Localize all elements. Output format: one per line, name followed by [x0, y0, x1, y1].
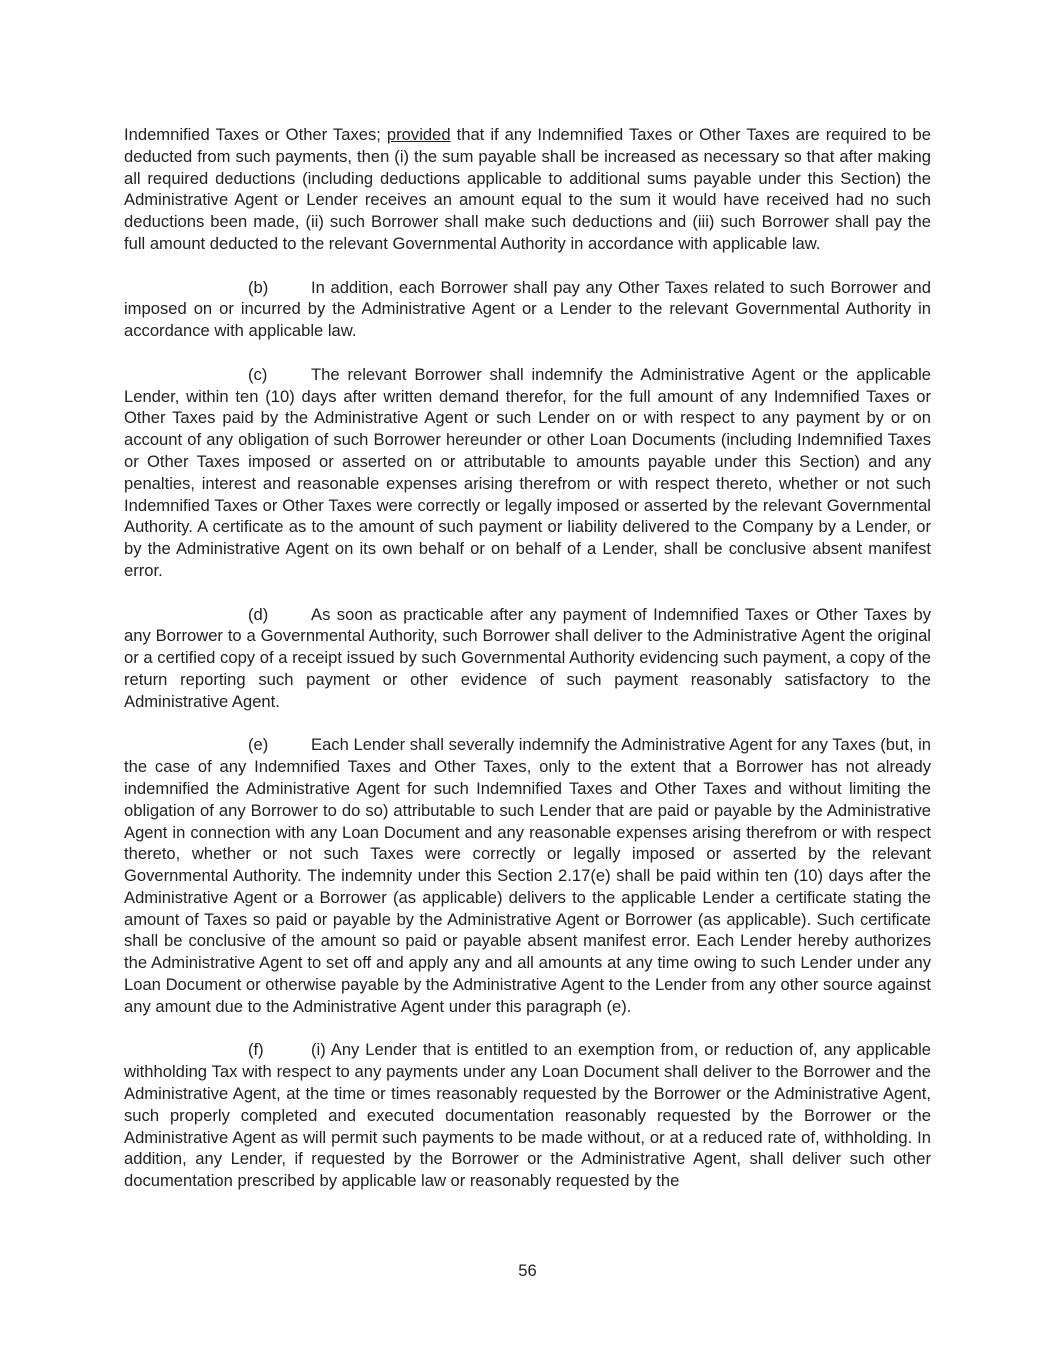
paragraph-text: Each Lender shall severally indemnify the Administrative Agent for any Taxes (but, in the case of any Indemnified Taxes and Other Taxes, only to the extent that a Borrower has not already indemnified the Administrative Agent for such Indemnified Taxes and Other Taxes and without limiting the obligation of any Borrower to do so) attributable to such Lender that are paid or payable by the Administrative Agent in connection with any Loan Document and any reasonable expenses arising therefrom or with respect thereto, whether or not such Taxes were correctly or legally imposed or asserted by the relevant Governmental Authority. The indemnity under this Section 2.17(e) shall be paid within ten (10) days after the Administrative Agent or a Borrower (as applicable) delivers to the applicable Lender a certificate stating the amount of Taxes so paid or payable by the Administrative Agent or Borrower (as applicable). Such certificate shall be conclusive of the amount so paid or payable absent manifest error. Each Lender hereby authorizes the Administrative Agent to set off and apply any and all amounts at any time owing to such Lender under any Loan Document or otherwise payable by the Administrative Agent to the Lender from any other source against any amount due to the Administrative Agent under this paragraph (e). — [124, 735, 931, 1016]
paragraph-text: As soon as practicable after any payment of Indemnified Taxes or Other Taxes by any Borrower to a Governmental Authority, such Borrower shall deliver to the Administrative Agent the original or a certified copy of a receipt issued by such Governmental Authority evidencing such payment, a copy of the return reporting such payment or other evidence of such payment reasonably satisfactory to the Administrative Agent. — [124, 604, 931, 711]
intro-paragraph — [124, 124, 931, 255]
paragraph-f — [124, 1039, 931, 1192]
paragraph-c — [124, 364, 931, 582]
intro-text-start: Indemnified Taxes or Other Taxes; — [124, 125, 387, 144]
paragraph-text: In addition, each Borrower shall pay any Other Taxes related to such Borrower and imposed on or incurred by the Administrative Agent or a Lender to the relevant Governmental Authority in accordance with applicable law. — [124, 277, 931, 341]
provided-term: provided — [386, 125, 451, 144]
document-body — [124, 124, 931, 1192]
paragraph-marker: (e) — [248, 735, 269, 755]
paragraph-d — [124, 604, 931, 713]
paragraph-b — [124, 277, 931, 342]
paragraph-marker: (b) — [248, 277, 269, 297]
paragraph-marker: (f) — [248, 1040, 264, 1060]
paragraph-marker: (c) — [248, 364, 268, 384]
paragraph-text: The relevant Borrower shall indemnify the Administrative Agent or the applicable Lender, within ten (10) days after written demand therefor, for the full amount of any Indemnified Taxes or Other Taxes paid by the Administrative Agent or such Lender on or with respect to any payment by or on account of any obligation of such Borrower hereunder or other Loan Documents (including Indemnified Taxes or Other Taxes imposed or asserted on or attributable to amounts payable under this Section) and any penalties, interest and reasonable expenses arising therefrom or with respect thereto, whether or not such Indemnified Taxes or Other Taxes were correctly or legally imposed or asserted by the relevant Governmental Authority. A certificate as to the amount of such payment or liability delivered to the Company by a Lender, or by the Administrative Agent on its own behalf or on behalf of a Lender, shall be conclusive absent manifest error. — [124, 364, 931, 580]
paragraph-text: (i) Any Lender that is entitled to an exemption from, or reduction of, any applicable withholding Tax with respect to any payments under any Loan Document shall deliver to the Borrower and the Administrative Agent, at the time or times reasonably requested by the Borrower or the Administrative Agent, such properly completed and executed documentation reasonably requested by the Borrower or the Administrative Agent as will permit such payments to be made without, or at a reduced rate of, withholding. In addition, any Lender, if requested by the Borrower or the Administrative Agent, shall deliver such other documentation prescribed by applicable law or reasonably requested by the — [124, 1040, 931, 1191]
paragraph-marker: (d) — [248, 604, 269, 624]
page-number: 56 — [518, 1261, 537, 1280]
paragraph-e — [124, 734, 931, 1017]
intro-text-rest: that if any Indemnified Taxes or Other Taxes are required to be deducted from such payments, then (i) the sum payable shall be increased as necessary so that after making all required deductions (including deductions applicable to additional sums payable under this Section) the Administrative Agent or Lender receives an amount equal to the sum it would have received had no such deductions been made, (ii) such Borrower shall make such deductions and (iii) such Borrower shall pay the full amount deducted to the relevant Governmental Authority in accordance with applicable law. — [124, 125, 931, 253]
